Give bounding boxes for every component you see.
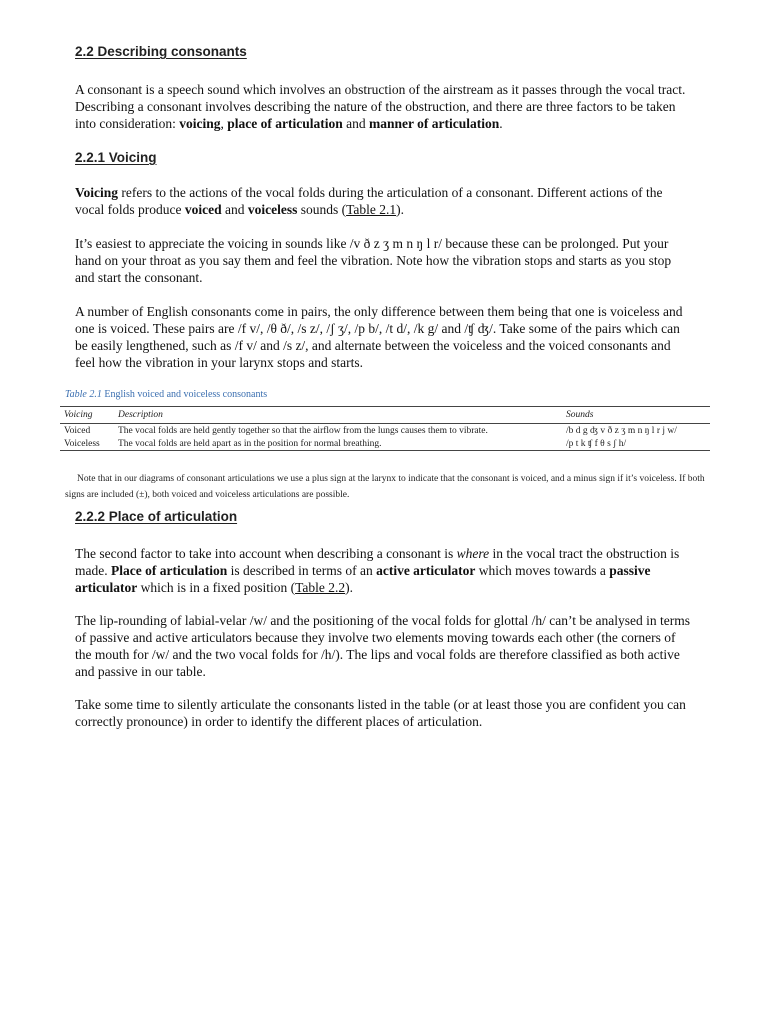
bold-term-voiceless: voiceless [247, 202, 298, 217]
table-caption: English voiced and voiceless consonants [104, 389, 268, 400]
table-cell: /p t k ʧ f θ s ʃ h/ [562, 437, 710, 451]
text: in the vocal tract the obstruction is made. [75, 546, 680, 578]
text: . [499, 116, 503, 131]
text: and [342, 116, 369, 131]
bold-term-voicing: voicing [179, 116, 221, 131]
paragraph-consonant-pairs: A number of English consonants come in pairs, the only difference between them being that one is voiceless and one is voiced. These pairs are /f v/, /θ ð/, /s z/, /ʃ ʒ/, /p b/, /t d/, /k g/ and /ʧ ʤ/. Take some of the pairs which can be easily lengthened, such as /f v/ and /s z/, and alternate between the voiceless and the voiced consonants and feel how the vibration in your larynx stops and starts. [75, 304, 683, 370]
header-voicing: Voicing [60, 407, 114, 424]
paragraph-voicing-definition [75, 184, 693, 218]
table-voiced-voiceless [60, 406, 710, 451]
table-2-1-link[interactable]: Table 2.1 [346, 202, 397, 217]
text: sounds ( [297, 202, 347, 217]
bold-term-voiced: voiced [184, 202, 222, 217]
text: which is in a fixed position ( [137, 580, 296, 595]
italic-where: where [456, 546, 490, 561]
table-2-1-title [65, 389, 267, 400]
table-row [60, 437, 710, 451]
text: is described in terms of an [227, 563, 377, 578]
table-2-2-link[interactable]: Table 2.2 [295, 580, 346, 595]
paragraph-place-of-articulation [75, 545, 693, 596]
text: ). [345, 580, 354, 595]
note-text: Note that in our diagrams of consonant articulations we use a plus sign at the larynx to indicate that the consonant is voiced, and a minus sign if it’s voiceless. If both signs are included (±), both voiced and voiceless articulations are possible. [65, 474, 705, 500]
paragraph-consonant-definition [75, 81, 693, 132]
header-description: Description [114, 407, 562, 424]
table-cell: Voiceless [60, 437, 114, 451]
bold-term-place: Place of articulation [111, 563, 228, 578]
section-heading-2-2-1: 2.2.1 Voicing [75, 150, 157, 165]
section-heading-2-2: 2.2 Describing consonants [75, 44, 247, 59]
table-row [60, 424, 710, 438]
table-note [65, 471, 715, 503]
text: The second factor to take into account when describing a consonant is [75, 546, 457, 561]
text: and [221, 202, 248, 217]
bold-term-active: active articulator [376, 563, 476, 578]
header-sounds: Sounds [562, 407, 710, 424]
table-cell: /b d g ʤ v ð z ʒ m n ŋ l r j w/ [566, 426, 677, 436]
paragraph-labial-velar: The lip-rounding of labial-velar /w/ and the positioning of the vocal folds for glottal /h/ can’t be analysed in terms of passive and active articulators because they involve two elements moving towards each other (the corners of the mouth for /w/ and the two vocal folds for /h/). The lips and vocal folds are therefore classified as both active and passive in our table. [75, 613, 690, 679]
text: ). [396, 202, 405, 217]
bold-term-place: place of articulation [227, 116, 343, 131]
table-cell: Voiced [64, 426, 91, 436]
bold-term-manner: manner of articulation [368, 116, 500, 131]
text: , [220, 116, 228, 131]
table-cell: The vocal folds are held gently together so that the airflow from the lungs causes them to vibrate. [118, 426, 488, 436]
table-header-row [60, 407, 710, 424]
paragraph-voicing-exercise: It’s easiest to appreciate the voicing in sounds like /v ð z ʒ m n ŋ l r/ because these can be prolonged. Put your hand on your throat as you say them and feel the vibration. Note how the vibration stops and starts as you stop and start the consonant. [75, 236, 672, 285]
text: refers to the actions of the vocal folds during the articulation of a consonant. Different actions of the vocal folds produce [75, 185, 663, 217]
paragraph-silent-articulation: Take some time to silently articulate the consonants listed in the table (or at least those you are confident you can correctly pronounce) in order to identify the different places of articulation. [75, 697, 686, 729]
text: which moves towards a [475, 563, 610, 578]
table-cell: The vocal folds are held apart as in the position for normal breathing. [114, 437, 562, 451]
section-heading-2-2-2: 2.2.2 Place of articulation [75, 509, 238, 524]
table-label: Table 2.1 [65, 389, 102, 400]
bold-term-passive: passive articulator [75, 563, 651, 595]
text: A consonant is a speech sound which involves an obstruction of the airstream as it passes through the vocal tract. Describing a consonant involves describing the nature of the obstruction, and there are three factors to be taken into consideration: [75, 82, 686, 131]
bold-term-voicing: Voicing [75, 185, 119, 200]
